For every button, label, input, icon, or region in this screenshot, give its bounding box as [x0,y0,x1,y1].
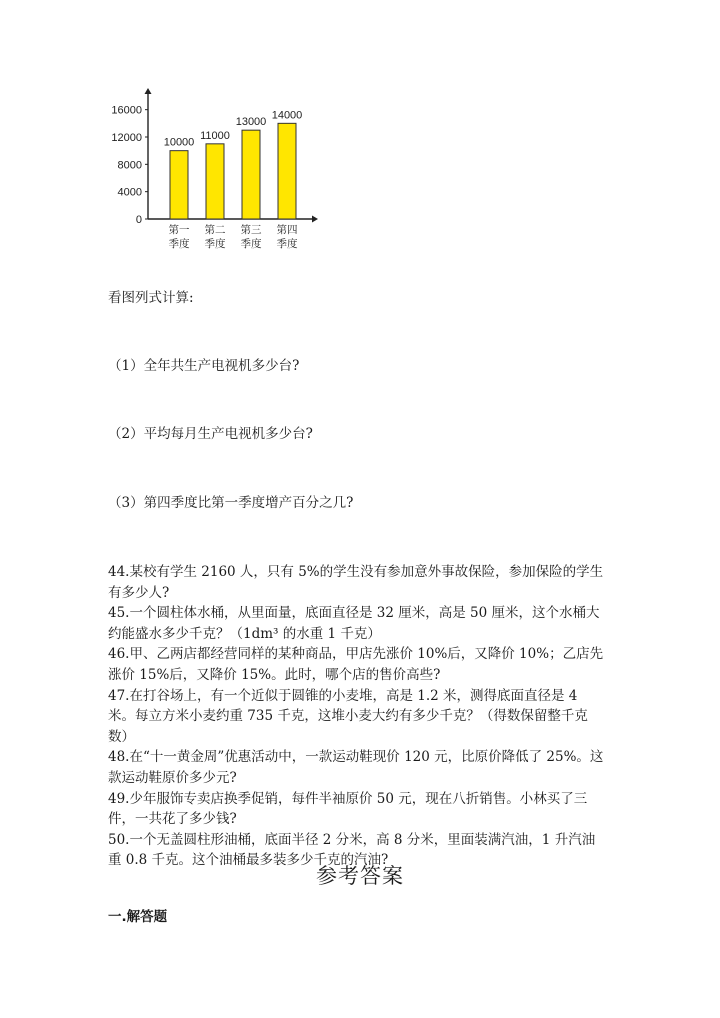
bar-chart [100,82,340,262]
data-label: 14000 [271,109,303,122]
y-tick-label: 8000 [117,159,142,172]
y-tick-label: 16000 [111,104,142,117]
y-tick-label: 0 [135,214,142,226]
bar [278,123,296,219]
problem-48: 48.在“十一黄金周”优惠活动中，一款运动鞋现价 120 元，比原价降低了 25%。这款运动鞋原价多少元? [108,749,604,786]
data-label: 11000 [200,129,230,142]
bar [170,151,188,219]
bar [206,144,224,219]
category-label: 第三 [240,224,262,236]
category-label: 第二 [204,224,226,236]
problem-49: 49.少年服饰专卖店换季促销，每件半袖原价 50 元，现在八折销售。小林买了三件，一共花了多少钱? [108,790,588,828]
problem-45: 45.一个圆柱体水桶，从里面量，底面直径是 32 厘米，高是 50 厘米，这个水桶大约能盛水多少千克？（1dm³ 的水重 1 千克） [108,605,600,642]
problem-list [108,562,608,871]
category-label: 季度 [204,238,226,250]
category-label: 第四 [276,224,298,236]
answer-title: 参考答案 [316,864,404,888]
question-3: （3）第四季度比第一季度增产百分之几? [108,495,354,511]
category-label: 季度 [240,238,262,250]
bar [242,130,260,219]
category-label: 季度 [168,238,190,250]
problem-44: 44.某校有学生 2160 人，只有 5%的学生没有参加意外事故保险，参加保险的学生有多少人? [108,564,604,601]
instruction-text: 看图列式计算: [108,290,194,306]
section-heading: 一.解答题 [108,909,168,925]
chart-y-ticks [111,105,148,226]
data-label: 10000 [163,136,195,149]
y-tick-label: 12000 [111,132,142,144]
problem-46: 46.甲、乙两店都经营同样的某种商品，甲店先涨价 10%后，又降价 10%；乙店先涨价 15%后，又降价 15%。此时，哪个店的售价高些? [108,646,604,683]
problem-47: 47.在打谷场上，有一个近似于圆锥的小麦堆，高是 1.2 米，测得底面直径是 4 米。每立方米小麦约重 735 千克，这堆小麦大约有多少千克？（得数保留整千克数） [108,687,588,745]
question-2: （2）平均每月生产电视机多少台? [108,426,313,442]
data-label: 13000 [235,116,267,129]
y-tick-label: 4000 [117,186,142,199]
chart-category-labels [169,223,298,250]
x-axis-arrow [312,216,318,223]
problem-50: 50.一个无盖圆柱形油桶，底面半径 2 分米，高 8 分米，里面装满汽油，1 升汽油重 0.8 千克。这个油桶最多装多少千克的汽油? [108,831,596,869]
y-axis-arrow [145,88,152,94]
category-label: 季度 [276,238,298,250]
question-1: （1）全年共生产电视机多少台? [108,358,300,374]
category-label: 第一 [168,224,190,236]
